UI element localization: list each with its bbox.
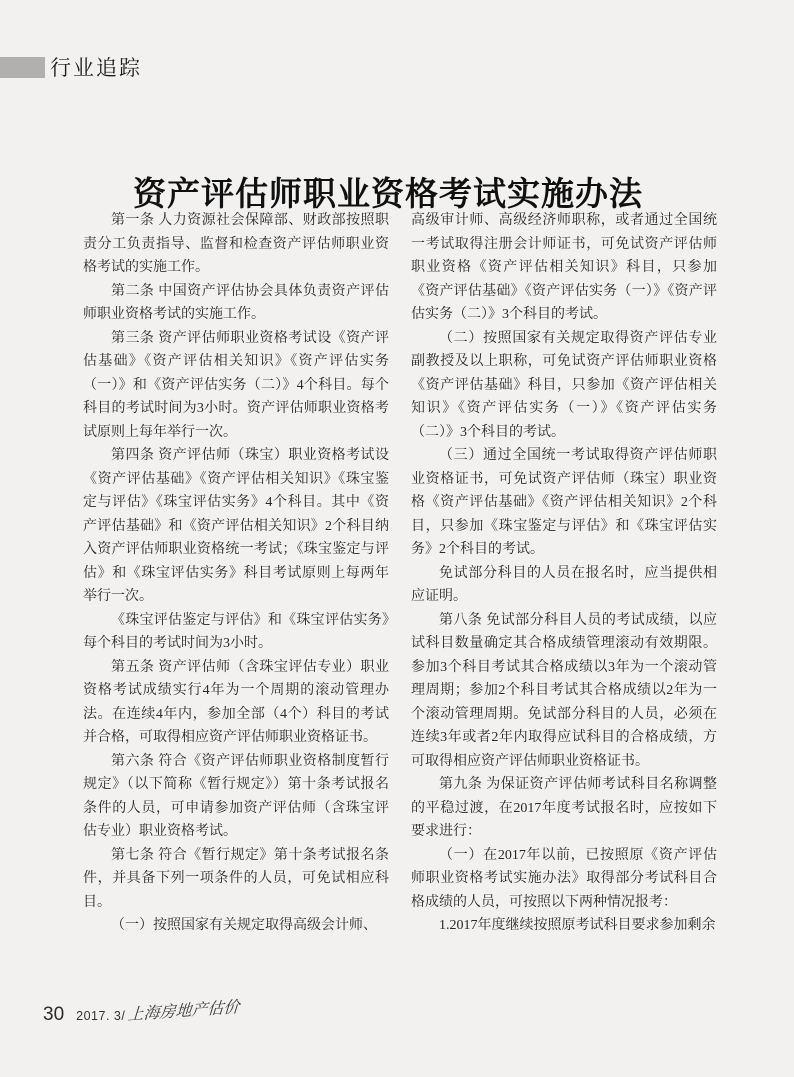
body-paragraph: 第四条 资产评估师（珠宝）职业资格考试设《资产评估基础》《资产评估相关知识》《珠宝鉴定与评估》《珠宝评估实务》4个科目。其中《资产评估基础》和《资产评估相关知识》2个科目纳入资产评估师职业资格统一考试；《珠宝鉴定与评估》和《珠宝评估实务》科目考试原则上每两年举行一次。 <box>83 448 389 604</box>
body-paragraph: 第三条 资产评估师职业资格考试设《资产评估基础》《资产评估相关知识》《资产评估实务（一）》和《资产评估实务（二）》4个科目。每个科目的考试时间为3小时。资产评估师职业资格考试原则上每年举行一次。 <box>83 330 389 440</box>
page-footer <box>43 997 241 1026</box>
section-label: 行业追踪 <box>50 57 142 80</box>
journal-name-calligraphy: 上海房地产估价 <box>127 997 241 1024</box>
body-paragraph: 第二条 中国资产评估协会具体负责资产评估师职业资格考试的实施工作。 <box>83 283 389 322</box>
body-paragraph: （一）按照国家有关规定取得高级会计师、 <box>111 918 377 933</box>
section-tab-bar <box>0 57 45 78</box>
article-title: 资产评估师职业资格考试实施办法 <box>133 175 643 213</box>
body-paragraph: （一）在2017年以前，已按照原《资产评估师职业资格考试实施办法》取得部分考试科目合格成绩的人员，可按照以下两种情况报考： <box>411 847 717 910</box>
body-paragraph: 《珠宝评估鉴定与评估》和《珠宝评估实务》每个科目的考试时间为3小时。 <box>83 612 389 651</box>
body-paragraph: 第八条 免试部分科目人员的考试成绩，以应试科目数量确定其合格成绩管理滚动有效期限。参加3个科目考试其合格成绩以3年为一个滚动管理周期；参加2个科目考试其合格成绩以2年为一个滚动管理周期。免试部分科目的人员，必须在连续3年或者2年内取得应试科目的合格成绩，方可取得相应资产评估师职业资格证书。 <box>411 612 717 769</box>
body-paragraph: 免试部分科目的人员在报名时，应当提供相应证明。 <box>411 565 717 604</box>
body-paragraph: （二）按照国家有关规定取得资产评估专业副教授及以上职称，可免试资产评估师职业资格《资产评估基础》科目，只参加《资产评估相关知识》《资产评估实务（一）》《资产评估实务（二）》3个科目的考试。 <box>411 330 717 440</box>
page-number: 30 <box>43 1004 65 1025</box>
left-column <box>83 209 389 938</box>
body-paragraph: 高级审计师、高级经济师职称，或者通过全国统一考试取得注册会计师证书，可免试资产评估师职业资格《资产评估相关知识》科目，只参加《资产评估基础》《资产评估实务（一）》《资产评估实务（二）》3个科目的考试。 <box>411 213 717 322</box>
body-paragraph: 第一条 人力资源社会保障部、财政部按照职责分工负责指导、监督和检查资产评估师职业资格考试的实施工作。 <box>83 213 389 275</box>
issue-label: 2017. 3/ <box>76 1009 126 1023</box>
body-paragraph: 1.2017年度继续按照原考试科目要求参加剩余 <box>439 918 716 933</box>
body-paragraph: 第五条 资产评估师（含珠宝评估专业）职业资格考试成绩实行4年为一个周期的滚动管理办法。在连续4年内，参加全部（4个）科目的考试并合格，可取得相应资产评估师职业资格证书。 <box>83 659 389 745</box>
article-body <box>83 209 717 938</box>
body-paragraph: 第九条 为保证资产评估师考试科目名称调整的平稳过渡，在2017年度考试报名时，应按如下要求进行： <box>411 777 717 839</box>
right-column <box>411 209 717 938</box>
body-paragraph: （三）通过全国统一考试取得资产评估师职业资格证书，可免试资产评估师（珠宝）职业资格《资产评估基础》《资产评估相关知识》2个科目，只参加《珠宝鉴定与评估》和《珠宝评估实务》2个科目的考试。 <box>411 448 717 557</box>
body-paragraph: 第七条 符合《暂行规定》第十条考试报名条件，并具备下列一项条件的人员，可免试相应科目。 <box>83 847 389 910</box>
section-tab <box>0 52 142 82</box>
body-paragraph: 第六条 符合《资产评估师职业资格制度暂行规定》（以下简称《暂行规定》）第十条考试报名条件的人员，可申请参加资产评估师（含珠宝评估专业）职业资格考试。 <box>83 753 389 839</box>
